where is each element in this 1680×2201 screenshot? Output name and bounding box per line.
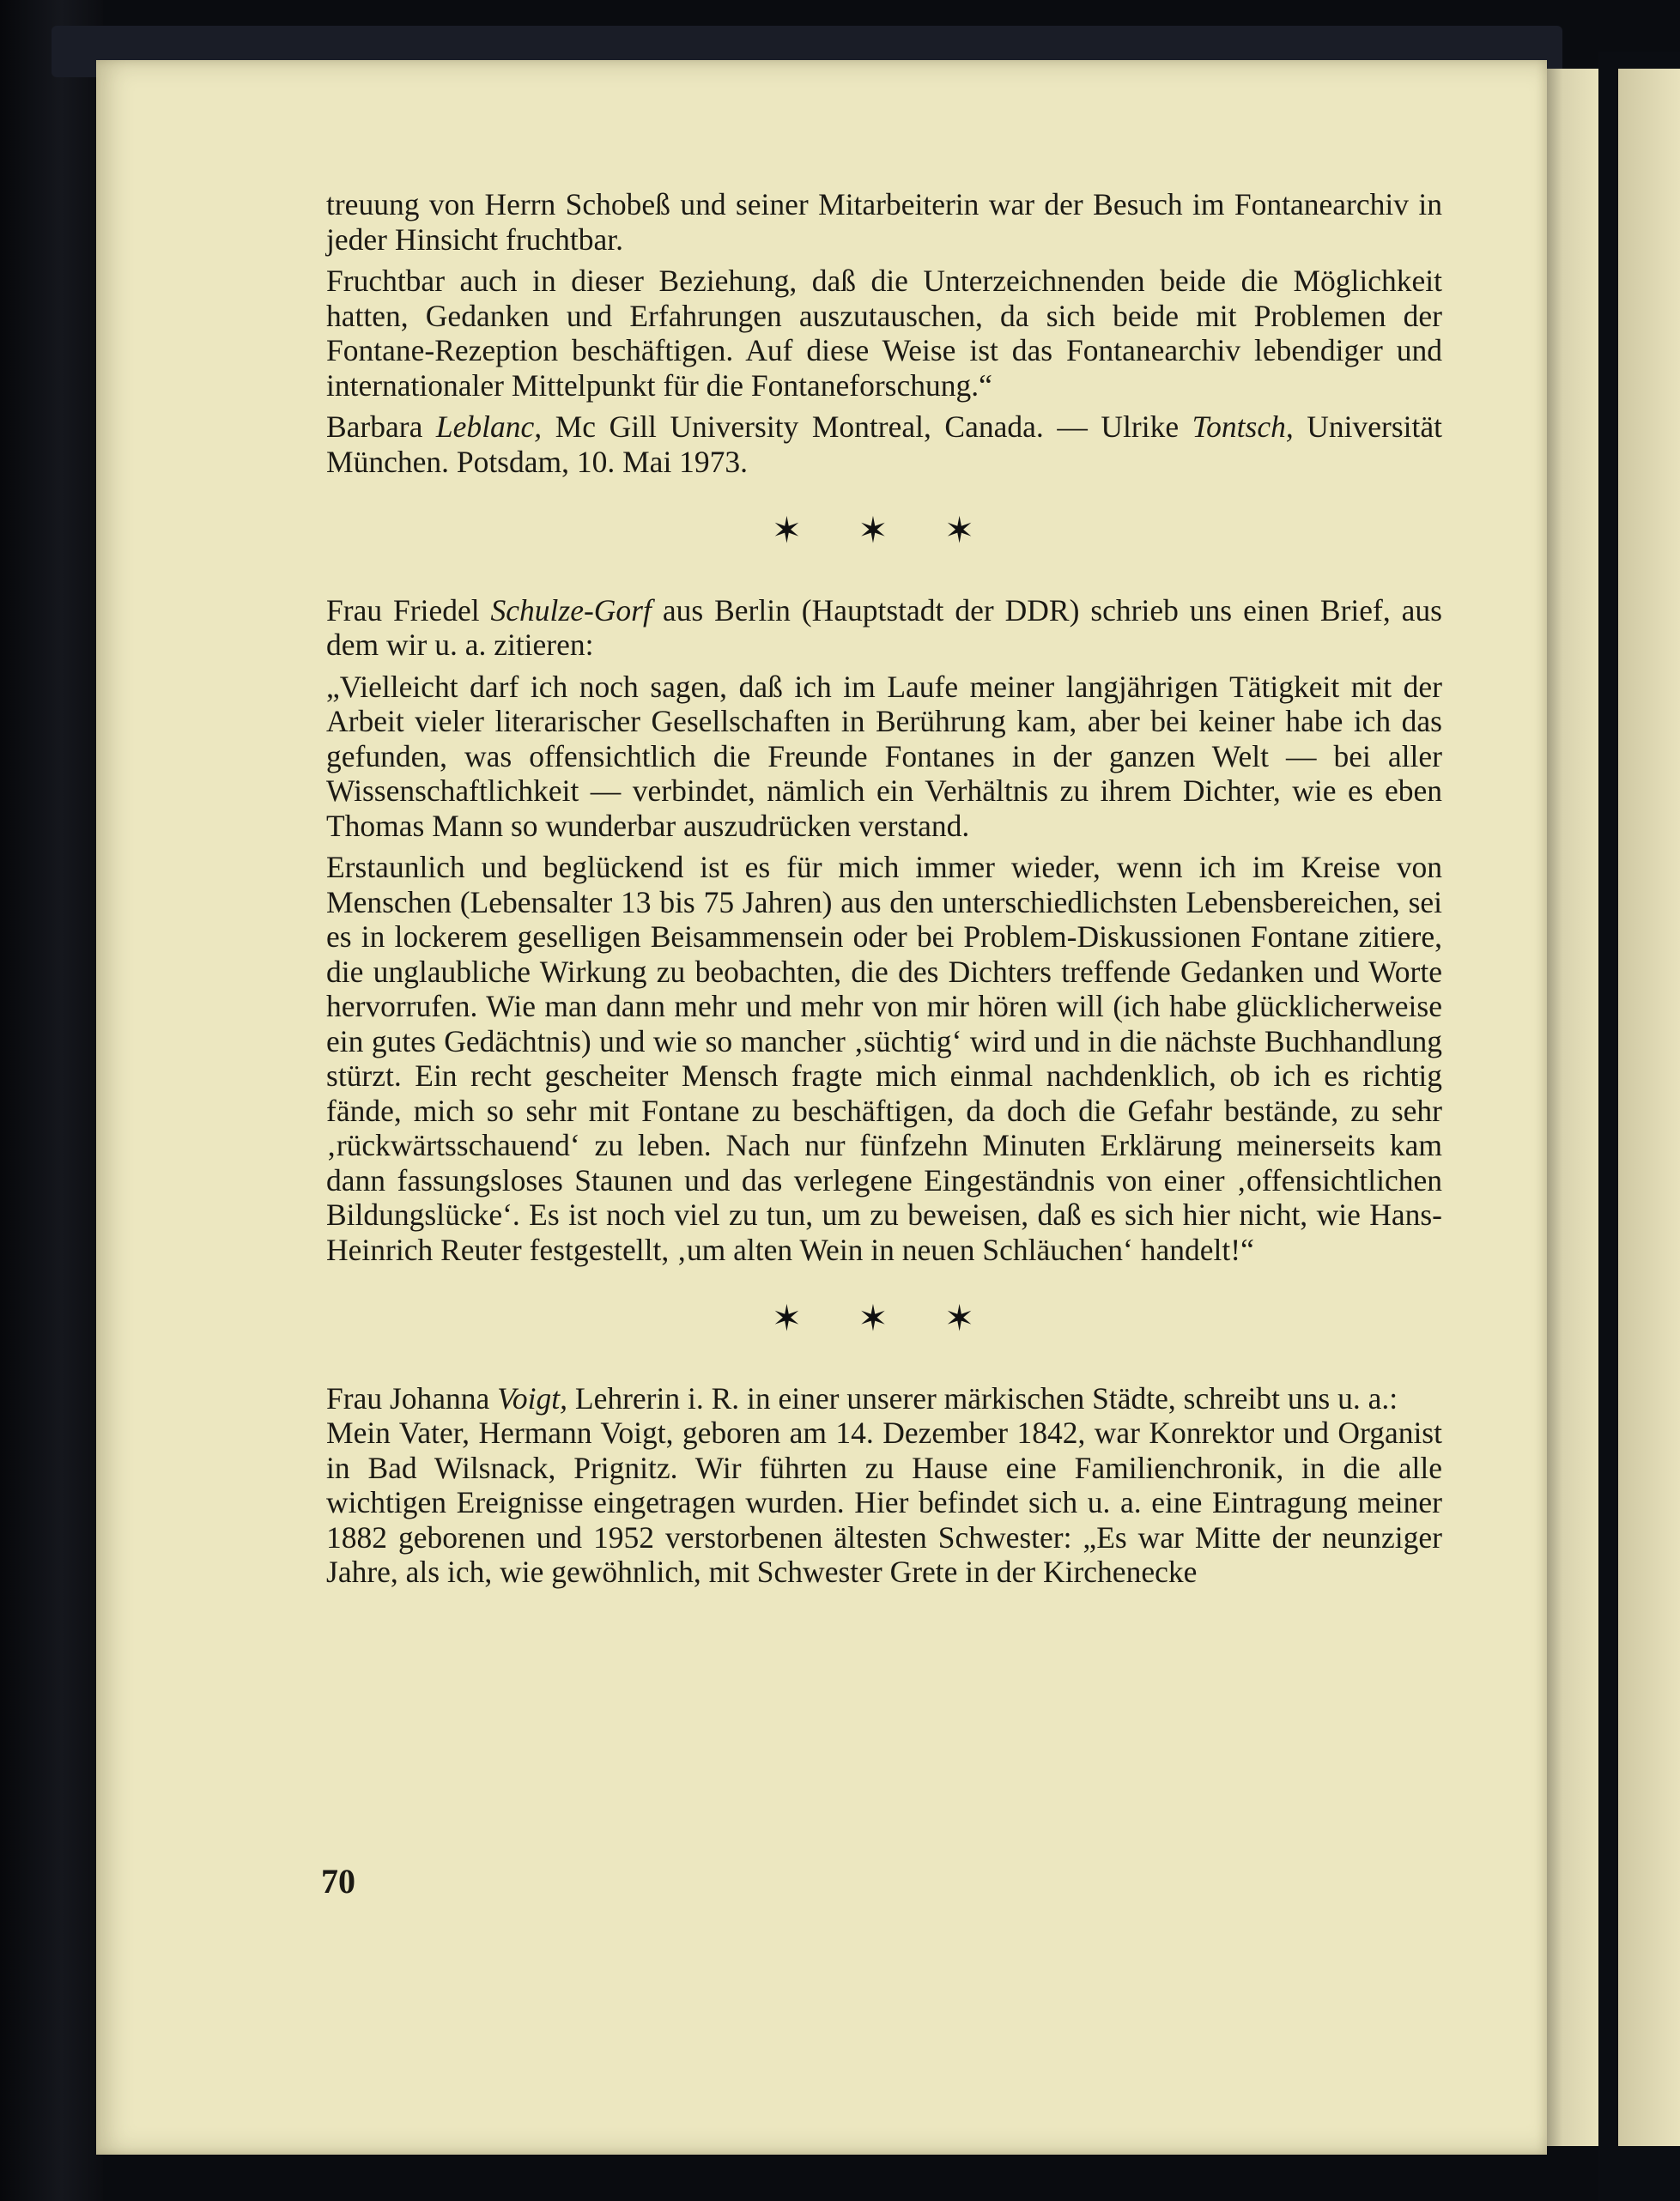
signature-name-leblanc: Leblanc, [435, 409, 543, 444]
section-separator-1: ✶ ✶ ✶ [771, 509, 998, 551]
schulze-quote-1: „Vielleicht darf ich noch sagen, daß ich im Laufe meiner langjährigen Tätigkeit mit der Arbeit vieler literarischer Gesellschaften in Berührung kam, aber bei keiner habe ich das gefunden, was offensichtlich die Freunde Fontanes in der ganzen Welt — bei aller Wissenschaftlichkeit — verbindet, nämlich ein Verhältnis zu ihrem Dichter, wie es eben Thomas Mann so wunderbar auszudrücken verstand. [326, 669, 1442, 843]
facing-page-edge [1618, 69, 1680, 2146]
voigt-intro-rest: Lehrerin i. R. in einer unserer märkischen Städte, schreibt uns u. a.: [567, 1380, 1398, 1416]
signature-end: Universität München. Potsdam, 10. Mai 1973. [326, 409, 1443, 479]
signature-middle: Mc Gill University Montreal, Canada. — Ulrike [542, 409, 1192, 444]
schulze-name: Schulze-Gorf [490, 592, 652, 628]
signature-line [326, 409, 1442, 479]
voigt-intro [326, 1381, 1442, 1416]
voigt-name: Voigt, [497, 1380, 568, 1416]
paragraph-top-1: treuung von Herrn Schobeß und seiner Mitarbeiterin war der Besuch im Fontanearchiv in jeder Hinsicht fruchtbar. [326, 187, 1442, 257]
section-separator-2: ✶ ✶ ✶ [771, 1297, 998, 1339]
page-number: 70 [321, 1862, 355, 1901]
schulze-quote-2: Erstaunlich und beglückend ist es für mich immer wieder, wenn ich im Kreise von Menschen (Lebensalter 13 bis 75 Jahren) aus den unterschiedlichsten Lebensbereichen, sei es in lockerem geselligen Beisammensein oder bei Problem-Diskussionen Fontane zitiere, die unglaubliche Wirkung zu beobachten, die des Dichters treffende Gedanken und Worte hervorrufen. Wie man dann mehr und mehr von mir hören will (ich habe glücklicherweise ein gutes Gedächtnis) und wie so mancher ‚süchtig‘ wird und in die nächste Buchhandlung stürzt. Ein recht gescheiter Mensch fragte mich einmal nachdenklich, ob ich es richtig fände, mich so sehr mit Fontane zu beschäftigen, da doch die Gefahr bestände, zu sehr ‚rückwärtsschauend‘ zu leben. Nach nur fünfzehn Minuten Erklärung meinerseits kam dann fassungsloses Staunen und das verlegene Eingeständnis von einer ‚offensichtlichen Bildungslücke‘. Es ist noch viel zu tun, um zu beweisen, daß es sich hier nicht, wie Hans-Heinrich Reuter festgestellt, ‚um alten Wein in neuen Schläuchen‘ handelt!“ [326, 850, 1442, 1267]
voigt-intro-prefix: Frau Johanna [326, 1380, 498, 1416]
page-gutter-shadow [1547, 69, 1598, 2146]
signature-prefix: Barbara [326, 409, 436, 444]
paragraph-top-2: Fruchtbar auch in dieser Beziehung, daß die Unterzeichnenden beide die Möglichkeit hatten, Gedanken und Erfahrungen auszutauschen, da sich beide mit Problemen der Fontane-Rezeption beschäftigen. Auf diese Weise ist das Fontanearchiv lebendiger und internationaler Mittelpunkt für die Fontaneforschung.“ [326, 264, 1442, 403]
page-text [326, 187, 1442, 1597]
voigt-body: Mein Vater, Hermann Voigt, geboren am 14. Dezember 1842, war Konrektor und Organist in Bad Wilsnack, Prignitz. Wir führten zu Hause eine Familienchronik, in die alle wichtigen Ereignisse eingetragen wurden. Hier befindet sich u. a. eine Eintragung meiner 1882 geborenen und 1952 verstorbenen ältesten Schwester: „Es war Mitte der neunziger Jahre, als ich, wie gewöhnlich, mit Schwester Grete in der Kirchenecke [326, 1416, 1442, 1589]
schulze-intro-prefix: Frau Friedel [326, 592, 491, 628]
schulze-intro [326, 593, 1442, 663]
signature-name-tontsch: Tontsch, [1192, 409, 1294, 444]
schulze-intro-rest: aus Berlin (Hauptstadt der DDR) schrieb uns einen Brief, aus dem wir u. a. zitieren: [326, 592, 1442, 662]
book-binding [0, 0, 103, 2201]
